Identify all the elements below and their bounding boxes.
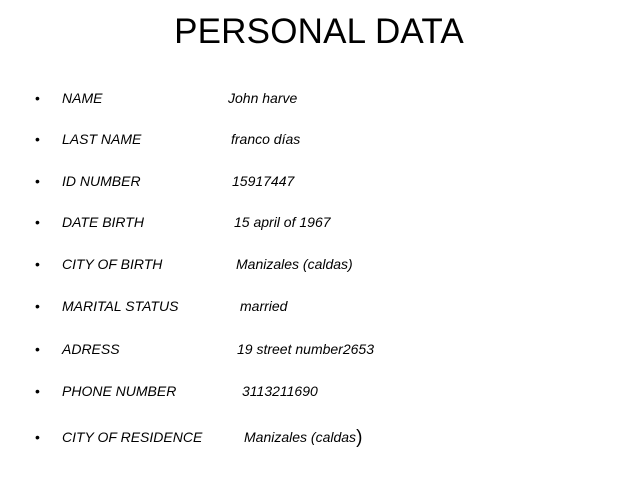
list-item-name <box>0 85 638 111</box>
bullet-icon: • <box>35 214 40 230</box>
field-label: PHONE NUMBER <box>62 383 177 399</box>
list-item-id-number <box>0 168 638 194</box>
bullet-icon: • <box>35 341 40 357</box>
field-label: DATE BIRTH <box>62 214 144 230</box>
field-value: married <box>240 298 288 314</box>
bullet-icon: • <box>35 429 40 445</box>
bullet-icon: • <box>35 298 40 314</box>
closing-parenthesis: ) <box>356 427 363 448</box>
bullet-icon: • <box>35 383 40 399</box>
field-label: NAME <box>62 90 103 106</box>
list-item-city-of-residence <box>0 424 638 450</box>
field-label: CITY OF RESIDENCE <box>62 429 203 445</box>
list-item-adress <box>0 336 638 362</box>
bullet-icon: • <box>35 256 40 272</box>
field-value: 15 april of 1967 <box>234 214 331 230</box>
list-item-phone-number <box>0 378 638 404</box>
field-value: Manizales (caldas) <box>236 256 353 272</box>
field-label: LAST NAME <box>62 131 142 147</box>
list-item-date-birth <box>0 209 638 235</box>
field-value-text: Manizales (caldas <box>244 429 357 445</box>
slide-title: PERSONAL DATA <box>174 12 464 51</box>
list-item-city-of-birth <box>0 251 638 277</box>
field-label: ID NUMBER <box>62 173 141 189</box>
field-value: franco días <box>231 131 301 147</box>
bullet-icon: • <box>35 173 40 189</box>
field-value: 15917447 <box>232 173 295 189</box>
field-label: ADRESS <box>62 341 120 357</box>
field-value: 19 street number2653 <box>237 341 374 357</box>
bullet-icon: • <box>35 90 40 106</box>
field-value: John harve <box>228 90 298 106</box>
field-label: CITY OF BIRTH <box>62 256 163 272</box>
field-label: MARITAL STATUS <box>62 298 179 314</box>
field-value: 3113211690 <box>242 383 318 399</box>
list-item-last-name <box>0 126 638 152</box>
field-value <box>244 424 362 451</box>
list-item-marital-status <box>0 293 638 319</box>
bullet-icon: • <box>35 131 40 147</box>
